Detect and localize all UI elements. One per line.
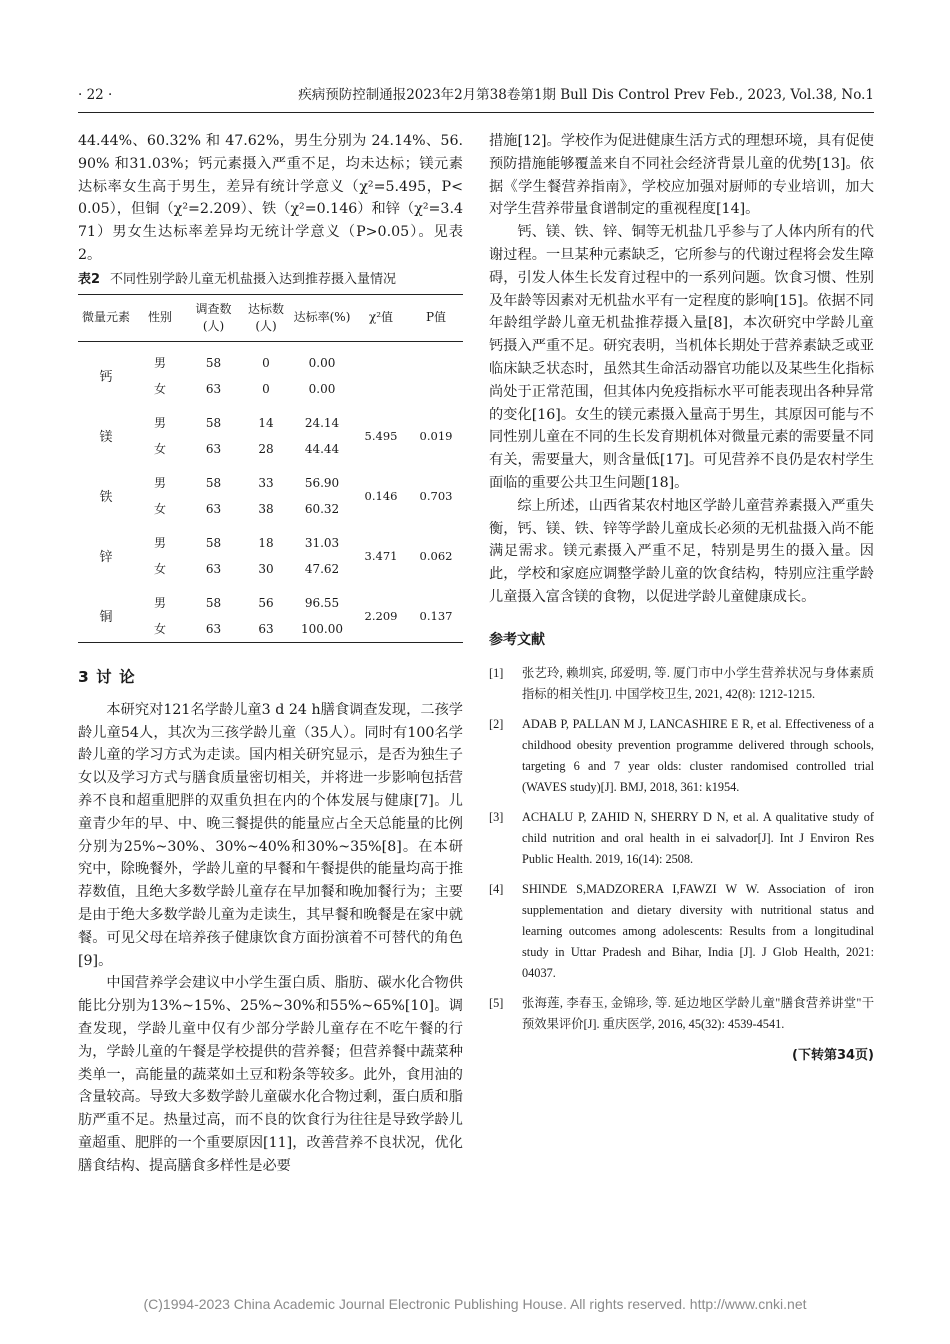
page-number: · 22 ·: [78, 87, 113, 103]
conclusion-paragraph: 综上所述，山西省某农村地区学龄儿童营养素摄入严重失衡，钙、镁、铁、锌等学龄儿童成长必须的无机盐摄入尚不能满足需求。镁元素摄入严重不足，特别是男生的摄入量。因此，学校和家庭应调整学龄儿童的饮食结构，特别应注重学龄儿童摄入富含镁的食物，以促进学龄儿童健康成长。: [489, 497, 874, 605]
section-heading-discussion: 3 讨 论: [78, 667, 136, 686]
surveyed-cell: 58: [205, 595, 222, 610]
th-qualified: 达标数(人): [241, 294, 291, 341]
qualified-cell: 0: [262, 381, 270, 396]
references-heading: 参考文献: [489, 631, 545, 648]
table-row: [78, 530, 463, 556]
chi-cell: 5.495: [364, 428, 398, 443]
sex-cell: 女: [134, 616, 186, 643]
table-row: [78, 410, 463, 436]
sex-cell: 男: [153, 356, 166, 371]
qualified-cell: 28: [258, 441, 274, 456]
chi-cell: 0.146: [364, 488, 398, 503]
rate-cell: 60.32: [304, 501, 340, 516]
sex-cell: 女: [153, 382, 166, 397]
rate-cell: 47.62: [304, 561, 340, 576]
surveyed-cell: 63: [205, 381, 222, 396]
qualified-cell: 33: [258, 475, 274, 490]
qualified-cell: 38: [258, 501, 274, 516]
discussion-paragraph-3: 措施[12]。学校作为促进健康生活方式的理想环境，具有促使预防措施能够覆盖来自不同社会经济背景儿童的优势[13]。依据《学生餐营养指南》，学校应加强对厨师的专业培训，加大对学生营养带量食谱制定的重视程度[14]。: [489, 133, 874, 218]
discussion-paragraph-4: 钙、镁、铁、锌、铜等无机盐几乎参与了人体内所有的代谢过程。一旦某种元素缺乏，它所参与的代谢过程将会发生障碍，引发人体生长发育过程中的一系列问题。饮食习惯、性别及年龄等因素对无机盐水平有一定程度的影响[15]。依据不同年龄组学龄儿童无机盐推荐摄入量[8]，本次研究中学龄儿童钙摄入严重不足。研究表明，当机体长期处于营养素缺乏或亚临床缺乏状态时，虽然其生命活动器官功能以及某些生化指标尚处于正常范围，但其体内免疫指标水平可能表现出各种异常的变化[16]。女生的镁元素摄入量高于男生，其原因可能与不同性别儿童在不同的生长发育期机体对微量元素的需要量不同有关，需要量大，则含量低[17]。可见营养不良仍是农村学生面临的重要公共卫生问题[18]。: [489, 224, 874, 491]
reference-text: 张海莲, 李春玉, 金锦珍, 等. 延边地区学龄儿童"膳食营养讲堂"干预效果评价[J]. 重庆医学, 2016, 45(32): 4539-4541.: [522, 995, 874, 1031]
table-caption: [78, 271, 463, 289]
reference-number: [3]: [489, 809, 504, 824]
qualified-cell: 14: [258, 415, 274, 430]
element-cell: 铁: [99, 490, 113, 506]
table-row: [78, 590, 463, 616]
surveyed-cell: 58: [205, 475, 222, 490]
surveyed-cell: 63: [205, 561, 222, 576]
p-cell: [409, 350, 463, 402]
surveyed-cell: 58: [205, 415, 222, 430]
sex-cell: 女: [153, 562, 166, 577]
th-rate: 达标率(%): [291, 294, 353, 341]
table-row: [78, 470, 463, 496]
rate-cell: 24.14: [304, 415, 340, 430]
reference-item: [489, 663, 874, 705]
rate-cell: 31.03: [304, 535, 340, 550]
qualified-cell: 0: [262, 355, 270, 370]
reference-item: [489, 714, 874, 798]
continued-note: (下转第34页): [792, 1047, 874, 1063]
rate-cell: 0.00: [308, 381, 336, 396]
sex-cell: 男: [153, 416, 166, 431]
header-rule: [78, 112, 874, 113]
surveyed-cell: 63: [186, 616, 241, 643]
p-cell: 0.137: [409, 590, 463, 643]
surveyed-cell: 58: [205, 355, 222, 370]
left-column: [78, 130, 463, 1178]
table-row: [78, 350, 463, 376]
sex-cell: 女: [153, 502, 166, 517]
sex-cell: 男: [153, 536, 166, 551]
th-surveyed: 调查数(人): [186, 294, 241, 341]
rate-cell: 0.00: [308, 355, 336, 370]
reference-text: ADAB P, PALLAN M J, LANCASHIRE E R, et al. Effectiveness of a childhood obesity prevention programme delivered through schools, targeting 6 and 7 year olds: cluster randomised controlled trial (WAVES study)[J]. BMJ, 2018, 361: k1954.: [522, 716, 874, 794]
p-cell: 0.062: [419, 548, 453, 563]
surveyed-cell: 63: [205, 501, 222, 516]
chi-cell: 3.471: [364, 548, 398, 563]
qualified-cell: 63: [241, 616, 291, 643]
element-cell: 钙: [99, 370, 113, 386]
journal-citation: 疾病预防控制通报2023年2月第38卷第1期 Bull Dis Control Prev Feb., 2023, Vol.38, No.1: [298, 87, 874, 103]
reference-text: 张艺玲, 赖圳宾, 邱爱明, 等. 厦门市中小学生营养状况与身体素质指标的相关性[J]. 中国学校卫生, 2021, 42(8): 1212-1215.: [522, 665, 874, 701]
table-title: 不同性别学龄儿童无机盐摄入达到推荐摄入量情况: [110, 271, 397, 287]
reference-text: SHINDE S,MADZORERA I,FAWZI W W. Association of iron supplementation and dietary diversity with nutritional status and learning outcomes among adolescents: Results from a longitudinal study in Uttar Pradesh and Bihar, India [J]. J Glob Health, 2021: 04037.: [522, 881, 874, 980]
mineral-table: [78, 294, 463, 643]
reference-number: [4]: [489, 881, 504, 896]
surveyed-cell: 58: [205, 535, 222, 550]
qualified-cell: 18: [258, 535, 274, 550]
p-cell: 0.019: [419, 428, 453, 443]
discussion-paragraph-1: 本研究对121名学龄儿童3 d 24 h膳食调查发现，二孩学龄儿童54人，其次为三孩学龄儿童（35人）。同时有100名学龄儿童的学习方式为走读。国内相关研究显示，是否为独生子女以及学习方式与膳食质量密切相关，并将进一步影响包括营养不良和超重肥胖的双重负担在内的个体发展与健康[7]。儿童青少年的早、中、晚三餐提供的能量应占全天总能量的比例分别为25%~30%、30%~40%和30%~35%[8]。在本研究中，除晚餐外，学龄儿童的早餐和午餐提供的能量均高于推荐数值，且绝大多数学龄儿童存在早加餐和晚加餐行为；主要是由于绝大多数学龄儿童为走读生，其早餐和晚餐是在家中就餐。可见父母在培养孩子健康饮食方面扮演着不可替代的角色[9]。: [78, 701, 463, 969]
reference-number: [2]: [489, 716, 504, 731]
rate-cell: 100.00: [291, 616, 353, 643]
element-cell: 锌: [99, 550, 113, 566]
sex-cell: 女: [153, 442, 166, 457]
element-cell: 铜: [78, 590, 134, 643]
reference-number: [1]: [489, 665, 504, 680]
rate-cell: 44.44: [304, 441, 340, 456]
reference-number: [5]: [489, 995, 504, 1010]
reference-item: [489, 993, 874, 1035]
sex-cell: 男: [153, 476, 166, 491]
right-column: [489, 130, 874, 1063]
copyright-footer: (C)1994-2023 China Academic Journal Electronic Publishing House. All rights reserved. http://www.cnki.net: [143, 1296, 807, 1312]
rate-cell: 96.55: [304, 595, 340, 610]
chi-cell: 2.209: [353, 590, 409, 643]
p-cell: 0.703: [419, 488, 453, 503]
table-header-row: [78, 294, 463, 341]
table-label: 表2: [78, 271, 101, 287]
sex-cell: 男: [153, 596, 166, 611]
qualified-cell: 30: [258, 561, 274, 576]
th-chi: χ²值: [353, 294, 409, 341]
th-sex: 性别: [134, 294, 186, 341]
th-element: 微量元素: [78, 294, 134, 341]
surveyed-cell: 63: [205, 441, 222, 456]
discussion-paragraph-2: 中国营养学会建议中小学生蛋白质、脂肪、碳水化合物供能比分别为13%~15%、25%~30%和55%~65%[10]。调查发现，学龄儿童中仅有少部分学龄儿童存在不吃午餐的行为，学龄儿童的午餐是学校提供的营养餐；但营养餐中蔬菜种类单一，高能量的蔬菜如土豆和粉条等较多。此外，食用油的含量较高。导致大多数学龄儿童碳水化合物过剩，蛋白质和脂肪严重不足。热量过高，而不良的饮食行为往往是导致学龄儿童超重、肥胖的一个重要原因[11]，改善营养不良状况，优化膳食结构、提高膳食多样性是必要: [78, 975, 463, 1174]
results-paragraph: 44.44%、60.32% 和 47.62%，男生分别为 24.14%、56.90% 和31.03%；钙元素摄入严重不足，均未达标；镁元素达标率女生高于男生，差异有统计学意义（χ²=5.495，P<0.05），但铜（χ²=2.209）、铁（χ²=0.146）和锌（χ²=3.471）男女生达标率差异均无统计学意义（P>0.05）。见表2。: [78, 133, 463, 263]
running-header: [78, 84, 874, 106]
element-cell: 镁: [99, 430, 113, 446]
rate-cell: 56.90: [304, 475, 340, 490]
chi-cell: [353, 350, 409, 402]
th-p: P值: [409, 294, 463, 341]
qualified-cell: 56: [258, 595, 274, 610]
reference-item: [489, 879, 874, 984]
reference-text: ACHALU P, ZAHID N, SHERRY D N, et al. A qualitative study of child nutrition and oral health in ei salvador[J]. Int J Environ Res Public Health. 2019, 16(14): 2508.: [522, 809, 874, 866]
reference-item: [489, 807, 874, 870]
